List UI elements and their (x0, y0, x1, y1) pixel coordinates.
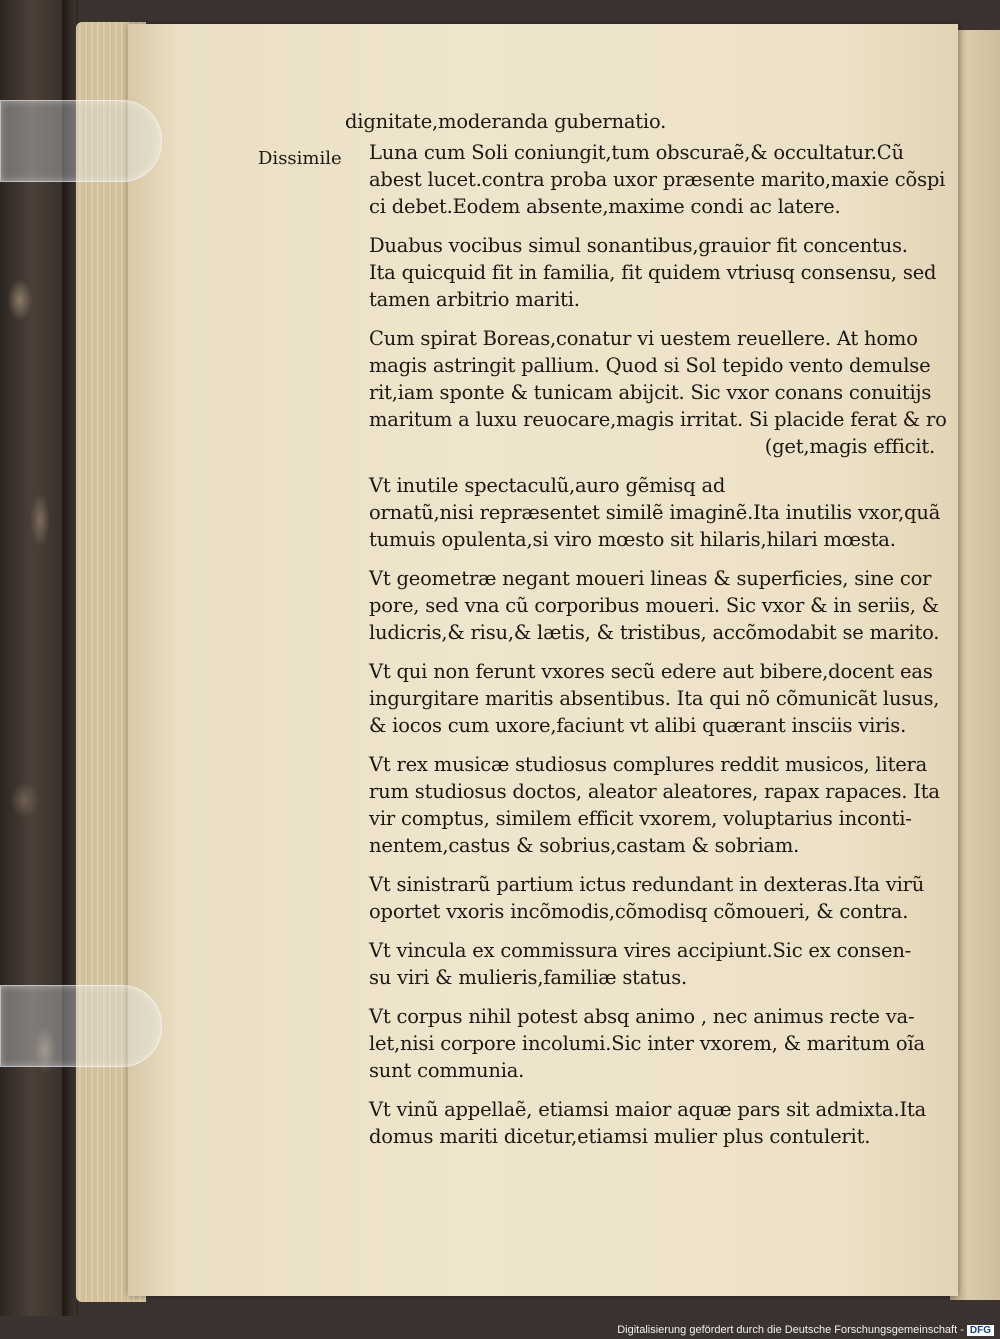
text-line: Vt geometræ negant moueri lineas & superficies, sine cor (369, 567, 932, 590)
footer-credit (617, 1324, 994, 1336)
text-line: Ita quicquid fit in familia, fit quidem vtriusq consensu, sed (369, 261, 937, 284)
text-line: Vt sinistrarũ partium ictus redundant in dexteras.Ita virũ (369, 873, 925, 896)
text-line: abest lucet.contra proba uxor præsente marito,maxie cõspi (369, 168, 946, 191)
text-line: vir comptus, similem efficit vxorem, voluptarius inconti- (369, 807, 912, 830)
text-line: ci debet.Eodem absente,maxime condi ac latere. (369, 195, 841, 218)
text-line: nentem,castus & sobrius,castam & sobriam. (369, 834, 800, 857)
text-line: oportet vxoris incõmodis,cõmodisq cõmoueri, & contra. (369, 900, 909, 923)
cover-edge (62, 0, 76, 1316)
paragraph (335, 565, 940, 646)
text-line: rum studiosus doctos, aleator aleatores, rapax rapaces. Ita (369, 780, 940, 803)
text-line: pore, sed vna cũ corporibus moueri. Sic vxor & in seriis, & (369, 594, 939, 617)
text-line: rit,iam sponte & tunicam abijcit. Sic vxor conans conuitijs (369, 381, 932, 404)
text-line: tumuis opulenta,si viro mœsto sit hilaris,hilari mœsta. (369, 528, 896, 551)
text-line: Luna cum Soli coniungit,tum obscuraẽ,& occultatur.Cũ (369, 141, 904, 164)
text-line: Cum spirat Boreas,conatur vi uestem reuellere. At homo (369, 327, 918, 350)
text-line: Duabus vocibus simul sonantibus,grauior fit concentus. (369, 234, 908, 257)
text-line: Vt qui non ferunt vxores secũ edere aut bibere,docent eas (369, 660, 933, 683)
paragraph (335, 1096, 935, 1150)
book-clip-top (0, 100, 162, 182)
heading-line (335, 108, 935, 135)
text-line: sunt communia. (369, 1059, 525, 1082)
paragraph (335, 1003, 935, 1084)
text-line: su viri & mulieris,familiæ status. (369, 966, 687, 989)
book-clip-bottom (0, 985, 162, 1067)
paragraph (335, 871, 935, 925)
paragraph (335, 658, 940, 739)
margin-note: Dissimile (258, 148, 342, 169)
text-line: ingurgitare maritis absentibus. Ita qui nõ cõmunicãt lusus, (369, 687, 940, 710)
text-line: let,nisi corpore incolumi.Sic inter vxorem, & maritum oĩa (369, 1032, 925, 1055)
paragraph (335, 232, 935, 313)
paragraph (335, 139, 946, 220)
text-line: maritum a luxu reuocare,magis irritat. Si placide ferat & ro (369, 408, 947, 431)
text-line: Vt rex musicæ studiosus complures reddit musicos, litera (369, 753, 928, 776)
text-line: ludicris,& risu,& lætis, & tristibus, accõmodabit se marito. (369, 621, 940, 644)
text-line: ornatũ,nisi repræsentet similẽ imaginẽ.Ita inutilis vxor,quã (369, 501, 941, 524)
text-line: magis astringit pallium. Quod si Sol tepido vento demulse (369, 354, 931, 377)
text-line: domus mariti dicetur,etiamsi mulier plus contulerit. (369, 1125, 871, 1148)
paragraph (335, 751, 940, 859)
page-text (335, 108, 947, 1162)
text-line: Vt inutile spectaculũ,auro gẽmisq ad (369, 474, 726, 497)
text-line: Vt corpus nihil potest absq animo , nec animus recte va- (369, 1005, 915, 1028)
paragraph (335, 472, 941, 553)
paragraph (335, 325, 947, 460)
text-line: Vt vincula ex commissura vires accipiunt.Sic ex consen- (369, 939, 912, 962)
paragraph (335, 937, 935, 991)
text-line: (get,magis efficit. (764, 435, 935, 458)
text-line: & iocos cum uxore,faciunt vt alibi quærant insciis viris. (369, 714, 907, 737)
text-line: dignitate,moderanda gubernatio. (345, 110, 667, 133)
footer-text: Digitalisierung gefördert durch die Deutsche Forschungsgemeinschaft - (617, 1324, 964, 1336)
dfg-logo: DFG (967, 1325, 994, 1336)
text-line: tamen arbitrio mariti. (369, 288, 580, 311)
text-line: Vt vinũ appellaẽ, etiamsi maior aquæ pars sit admixta.Ita (369, 1098, 927, 1121)
